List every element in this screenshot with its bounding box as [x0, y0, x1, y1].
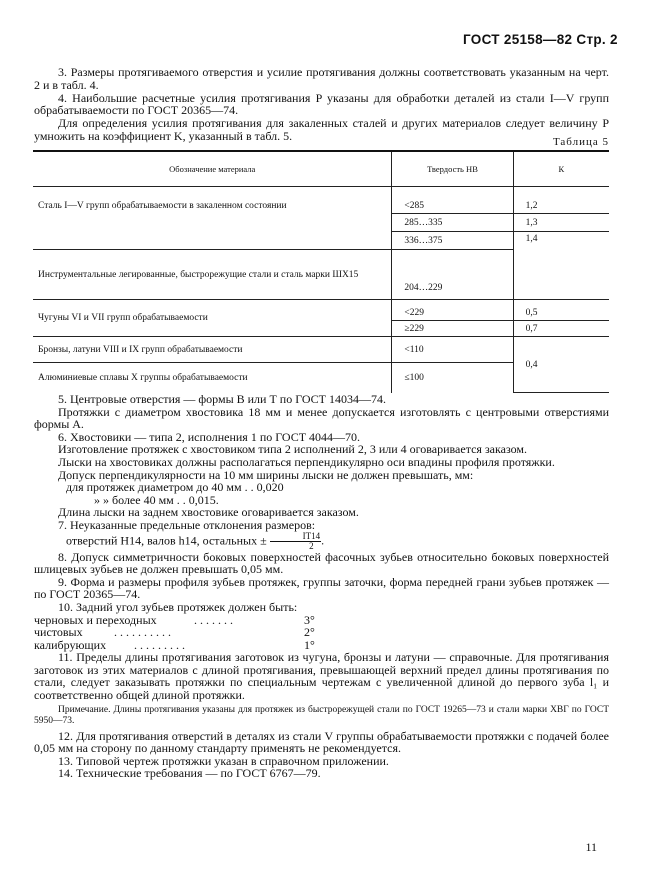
table-cell-k: 1,3: [513, 214, 609, 232]
paragraph-7-line: отверстий Н14, валов h14, остальных ± $\frac{IT14}{2}$ .: [66, 530, 325, 551]
paragraph-6-cont: Изготовление протяжек с хвостовиком типа 2 исполнений 2, 3 или 4 оговаривается заказом.: [58, 442, 528, 457]
table-header-k: К: [513, 151, 609, 187]
angle-dots: . . . . . . . . . .: [114, 625, 171, 640]
paragraph-6: 6. Хвостовики — типа 2, исполнения 1 по ГОСТ 4044—70.: [58, 429, 361, 444]
paragraph-6-cont-3: Допуск перпендикулярности на 10 мм ширины лыски не должен превышать, мм:: [58, 467, 474, 482]
angle-dots: . . . . . . . . .: [134, 637, 185, 652]
paragraph-5: 5. Центровые отверстия — формы В или Т по ГОСТ 14034—74.: [58, 392, 387, 406]
table-cell-hardness: 336…375: [392, 232, 513, 250]
table-cell-hardness: <229: [392, 300, 513, 321]
paragraph-4: 4. Наибольшие расчетные усилия протягивания P указаны для обработки деталей из стали I—V групп обрабатываемости по ГОСТ 20365—74.: [34, 90, 609, 118]
paragraph-14: 14. Технические требования — по ГОСТ 6767—79.: [58, 766, 321, 781]
paragraph-6-line-b: » » более 40 мм . . 0,015.: [94, 492, 219, 507]
paragraph-9: 9. Форма и размеры профиля зубьев протяжек, группы заточки, форма передней грани зубьев протяжек — по ГОСТ 20365—74.: [34, 574, 609, 602]
table-cell-hardness: 204…229: [392, 250, 513, 300]
angle-value: 3°: [304, 612, 315, 627]
table-cell-material: Чугуны VI и VII групп обрабатываемости: [33, 300, 392, 337]
angle-value: 2°: [304, 625, 315, 640]
note: Примечание. Длины протягивания указаны для протяжек из быстрорежущей стали по ГОСТ 19265—73 и стали марки ХВГ по ГОСТ 5950—73.: [34, 704, 609, 726]
paragraph-6-line-a: для протяжек диаметром до 40 мм . . 0,020: [66, 480, 284, 495]
angle-row: [34, 626, 609, 639]
table-cell-hardness: ≤100: [392, 363, 513, 393]
table-cell-k: 1,2: [513, 187, 609, 214]
paragraph-8: 8. Допуск симметричности боковых поверхностей фасочных зубьев относительно боковых поверхностей шлицевых зубьев не должен превышать 0,05 мм.: [34, 549, 609, 577]
table-row: [33, 187, 609, 214]
angle-label: черновых и переходных: [34, 612, 157, 627]
paragraph-12: 12. Для протягивания отверстий в деталях из стали V группы обрабатываемости протяжки с подачей более 0,05 мм на сторону по данному стандарту применять не рекомендуется.: [34, 728, 609, 756]
paragraph-7-text: отверстий Н14, валов h14, остальных ±: [66, 532, 267, 547]
fraction-numerator: IT14: [270, 532, 322, 542]
paragraph-6-cont-2: Лыски на хвостовиках должны располагаться перпендикулярно оси впадины профиля протяжки.: [58, 454, 555, 469]
paragraph-6-cont-4: Длина лыски на заднем хвостовике оговаривается заказом.: [58, 505, 359, 520]
fraction: [270, 532, 322, 551]
table-header-hardness: Твердость НВ: [392, 151, 513, 187]
angle-value: 1°: [304, 637, 315, 652]
table-header-material: Обозначение материала: [33, 151, 392, 187]
paragraph-11: 11. Пределы длины протягивания заготовок из чугуна, бронзы и латуни — справочные. Для протягивания заготовок из этих материалов с длиной протягивания, превышающей верхний предел длины протягивания по стали, следует заказывать протяжки по специальным чертежам с увеличенной длиной до первого зуба l₁ и соответственно общей длиной протяжки.: [34, 650, 609, 703]
table-cell-material: Инструментальные легированные, быстрорежущие стали и сталь марки ШХ15: [33, 250, 392, 300]
paragraph-13: 13. Типовой чертеж протяжки указан в справочном приложении.: [58, 753, 389, 768]
table-cell-hardness: <285: [392, 187, 513, 214]
top-paragraphs: [34, 66, 609, 143]
table-cell-k: 0,4: [513, 337, 609, 393]
table-row: [33, 337, 609, 363]
table-cell-hardness: <110: [392, 337, 513, 363]
table-cell-k: 1,4: [513, 232, 609, 300]
angle-dots: . . . . . . .: [194, 612, 233, 627]
paragraph-10: 10. Задний угол зубьев протяжек должен быть:: [58, 599, 298, 614]
paragraph-3: 3. Размеры протягиваемого отверстия и усилие протягивания должны соответствовать указанным на черт. 2 и в табл. 4.: [34, 65, 609, 92]
angle-label: чистовых: [34, 625, 83, 640]
table-cell-material: Сталь I—V групп обрабатываемости в закаленном состоянии: [33, 187, 392, 250]
table-cell-k: 0,7: [513, 321, 609, 337]
page-header: ГОСТ 25158—82 Стр. 2: [463, 32, 618, 47]
page-number: 11: [585, 840, 597, 854]
table-cell-material: Бронзы, латуни VIII и IX групп обрабатываемости: [33, 337, 392, 363]
table-cell-material: Алюминиевые сплавы X группы обрабатываемости: [33, 363, 392, 393]
fraction-denominator: 2: [309, 540, 314, 551]
paragraph-7: 7. Неуказанные предельные отклонения размеров:: [58, 517, 316, 532]
bottom-paragraphs: [34, 393, 609, 780]
table-5: [33, 150, 609, 393]
table-cell-hardness: ≥229: [392, 321, 513, 337]
angle-label: калибрующих: [34, 637, 107, 652]
table-cell-k: 0,5: [513, 300, 609, 321]
paragraph-4-cont: Для определения усилия протягивания для закаленных сталей и других материалов следует величину P умножить на коэффициент K, указанный в табл. 5.: [34, 116, 609, 143]
table-cell-hardness: 285…335: [392, 214, 513, 232]
table-row: [33, 300, 609, 321]
table-caption: Таблица 5: [552, 136, 609, 148]
paragraph-5-cont: Протяжки с диаметром хвостовика 18 мм и менее допускается изготовлять с центровыми отверстиями формы А.: [34, 404, 609, 432]
